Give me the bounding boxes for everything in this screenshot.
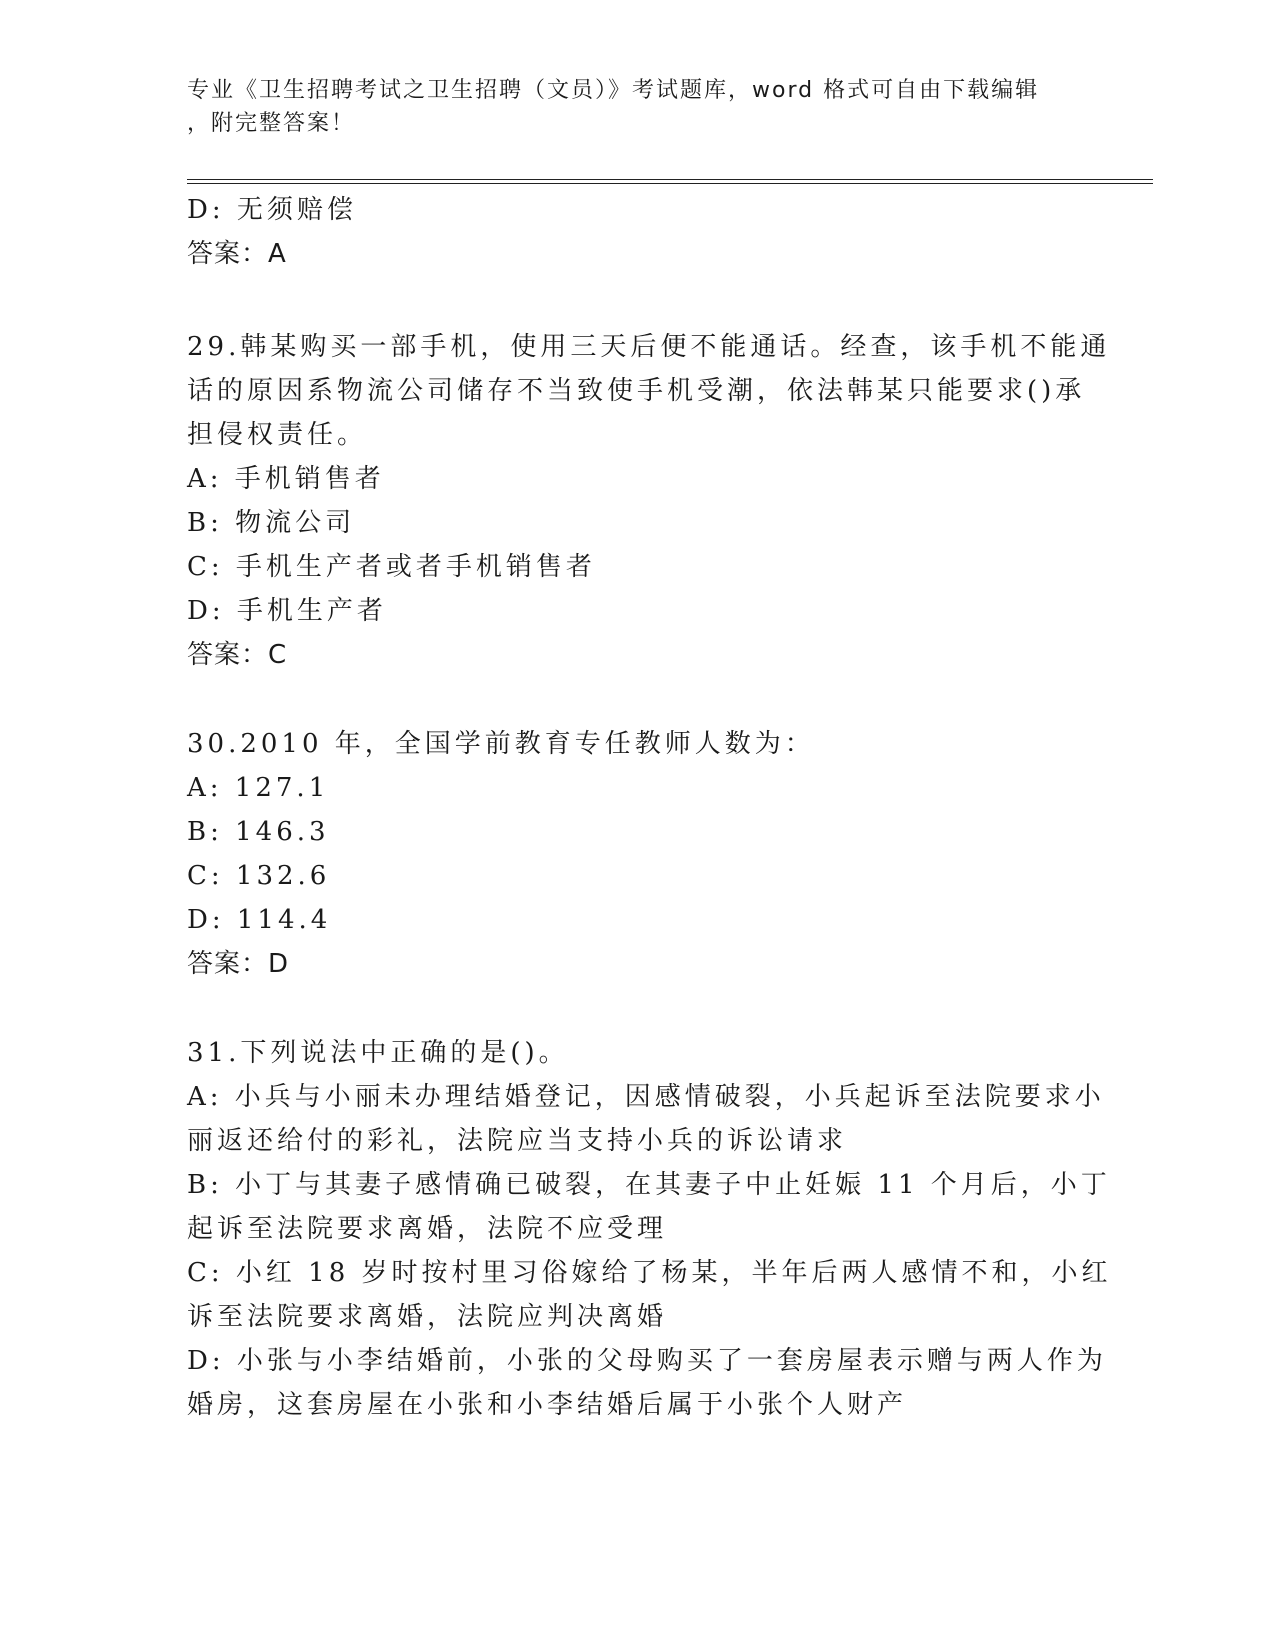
option-d: D: 手机生产者 <box>187 596 387 626</box>
carryover-answer: 答案：A <box>187 239 287 269</box>
question-stem-line: 担侵权责任。 <box>187 420 368 450</box>
option-a: A: 小兵与小丽未办理结婚登记，因感情破裂，小兵起诉至法院要求小 <box>187 1082 1105 1112</box>
question-stem-line: 30.2010 年，全国学前教育专任教师人数为： <box>187 729 815 759</box>
option-b: B: 物流公司 <box>187 508 356 538</box>
answer: 答案：D <box>187 949 290 979</box>
header-line-1: 专业《卫生招聘考试之卫生招聘（文员）》考试题库，word 格式可自由下载编辑 <box>187 78 1040 103</box>
option-d-continued: 婚房，这套房屋在小张和小李结婚后属于小张个人财产 <box>187 1390 908 1420</box>
option-a: A: 127.1 <box>187 773 330 803</box>
header-divider-bottom <box>187 183 1153 184</box>
header-line-2: ，附完整答案！ <box>187 111 356 136</box>
option-c: C: 手机生产者或者手机销售者 <box>187 552 596 582</box>
document-header <box>187 74 1067 140</box>
question-stem-line: 31.下列说法中正确的是()。 <box>187 1038 569 1068</box>
option-a: A: 手机销售者 <box>187 464 385 494</box>
option-b: B: 小丁与其妻子感情确已破裂，在其妻子中止妊娠 11 个月后，小丁 <box>187 1170 1111 1200</box>
option-c: C: 小红 18 岁时按村里习俗嫁给了杨某，半年后两人感情不和，小红 <box>187 1258 1112 1288</box>
option-b: B: 146.3 <box>187 817 330 847</box>
question-stem-line: 29.韩某购买一部手机，使用三天后便不能通话。经查，该手机不能通 <box>187 332 1111 362</box>
option-c: C: 132.6 <box>187 861 331 891</box>
option-d: D: 小张与小李结婚前，小张的父母购买了一套房屋表示赠与两人作为 <box>187 1346 1107 1376</box>
option-b-continued: 起诉至法院要求离婚，法院不应受理 <box>187 1214 668 1244</box>
question-stem-line: 话的原因系物流公司储存不当致使手机受潮，依法韩某只能要求()承 <box>187 376 1086 406</box>
option-a-continued: 丽返还给付的彩礼，法院应当支持小兵的诉讼请求 <box>187 1126 848 1156</box>
header-divider-top <box>187 179 1153 180</box>
carryover-option-d: D: 无须赔偿 <box>187 195 357 225</box>
option-c-continued: 诉至法院要求离婚，法院应判决离婚 <box>187 1302 668 1332</box>
option-d: D: 114.4 <box>187 905 332 935</box>
answer: 答案：C <box>187 640 288 670</box>
